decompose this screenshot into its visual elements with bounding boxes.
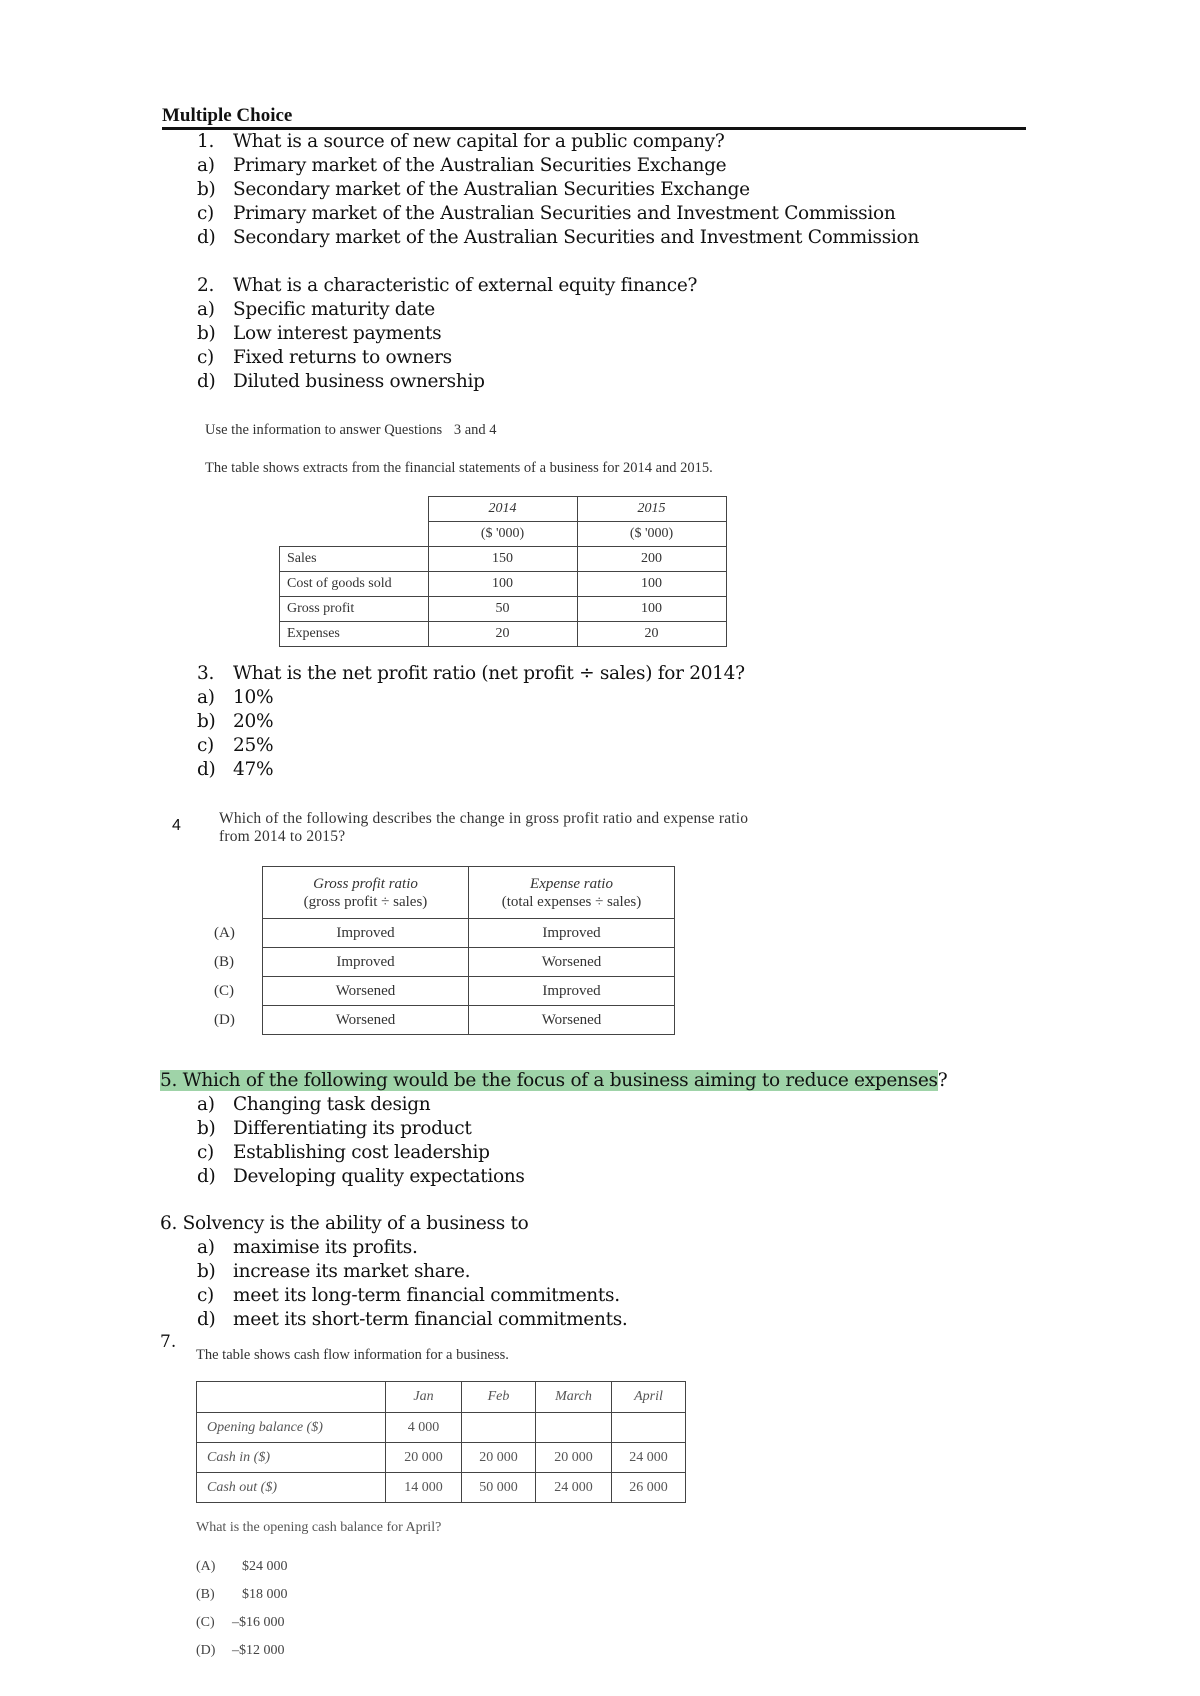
table-row — [280, 597, 727, 622]
month-header: April — [612, 1382, 686, 1413]
option-letter: d) — [197, 759, 216, 780]
option-5c — [197, 1141, 490, 1165]
question-3 — [197, 662, 745, 686]
info-intro-text: Use the information to answer Questions — [205, 422, 443, 438]
question-1 — [197, 130, 725, 154]
option-text: –$12 000 — [232, 1643, 285, 1658]
option-letter: a) — [197, 1237, 215, 1258]
option-text: Diluted business ownership — [233, 371, 485, 392]
row-label: Cost of goods sold — [280, 572, 429, 597]
table-row — [280, 622, 727, 647]
table-row — [197, 1413, 686, 1443]
option-letter: d) — [197, 1166, 216, 1187]
option-letter: b) — [197, 1118, 216, 1139]
cell-2015: 100 — [577, 597, 726, 622]
option-text: Primary market of the Australian Securities and Investment Commission — [233, 203, 896, 224]
table-row — [214, 977, 675, 1006]
option-text: maximise its profits. — [233, 1237, 418, 1258]
row-label: Expenses — [280, 622, 429, 647]
option-3c — [197, 734, 273, 758]
option-2d — [197, 370, 485, 394]
cell-april: 26 000 — [612, 1473, 686, 1503]
row-letter: (B) — [214, 953, 234, 970]
option-7a — [196, 1559, 288, 1575]
option-6b — [197, 1260, 470, 1284]
question-text-line: Which of the following describes the change in gross profit ratio and expense ratio — [219, 810, 749, 827]
cell-april — [612, 1413, 686, 1443]
option-7b — [196, 1587, 288, 1603]
option-text: Primary market of the Australian Securities Exchange — [233, 155, 727, 176]
cell-gross-profit: Worsened — [263, 977, 469, 1006]
cashflow-caption: The table shows cash flow information for a business. — [196, 1347, 509, 1363]
option-text: meet its short-term financial commitments. — [233, 1309, 628, 1330]
option-letter: d) — [197, 227, 216, 248]
option-7d — [196, 1643, 285, 1659]
empty-cell — [280, 522, 429, 547]
option-letter: (B) — [196, 1587, 215, 1602]
question-number: 3. — [197, 663, 215, 684]
option-1b — [197, 178, 750, 202]
option-letter: a) — [197, 155, 215, 176]
cell-march: 20 000 — [536, 1443, 612, 1473]
header-title: Gross profit ratio — [313, 875, 418, 892]
option-letter: c) — [197, 347, 214, 368]
question-number: 4 — [172, 817, 181, 834]
cell-gross-profit: Improved — [263, 948, 469, 977]
table-header: 2014 — [428, 497, 577, 522]
cell-2015: 20 — [577, 622, 726, 647]
table-header-expense — [469, 867, 675, 919]
option-letter: b) — [197, 711, 216, 732]
option-text: Fixed returns to owners — [233, 347, 452, 368]
empty-cell — [280, 497, 429, 522]
option-text: 47% — [233, 759, 274, 780]
empty-cell — [197, 1382, 386, 1413]
row-label: Sales — [280, 547, 429, 572]
table-unit: ($ '000) — [428, 522, 577, 547]
row-label: Opening balance ($) — [197, 1413, 386, 1443]
table-row — [214, 1006, 675, 1035]
option-text: Specific maturity date — [233, 299, 435, 320]
option-1c — [197, 202, 895, 226]
option-letter: c) — [197, 1285, 214, 1306]
option-5b — [197, 1117, 471, 1141]
option-text: increase its market share. — [233, 1261, 471, 1282]
option-text: Establishing cost leadership — [233, 1142, 490, 1163]
option-text: meet its long-term financial commitments. — [233, 1285, 620, 1306]
option-3a — [197, 686, 273, 710]
option-2b — [197, 322, 441, 346]
option-1d — [197, 226, 919, 250]
financial-table — [279, 496, 727, 647]
cashflow-question: What is the opening cash balance for April? — [196, 1520, 442, 1535]
option-3b — [197, 710, 273, 734]
table-header: 2015 — [577, 497, 726, 522]
cell-jan: 4 000 — [386, 1413, 462, 1443]
option-letter: (A) — [196, 1559, 216, 1574]
option-3d — [197, 758, 273, 782]
month-header: March — [536, 1382, 612, 1413]
header-sub: (total expenses ÷ sales) — [501, 893, 642, 910]
cell-2014: 20 — [428, 622, 577, 647]
option-1a — [197, 154, 726, 178]
question-text: What is a source of new capital for a public company? — [233, 131, 725, 152]
cell-2014: 150 — [428, 547, 577, 572]
option-5d — [197, 1165, 525, 1189]
cell-feb — [462, 1413, 536, 1443]
question-4-text — [219, 810, 748, 846]
question-text: What is the net profit ratio (net profit ÷ sales) for 2014? — [233, 663, 745, 684]
month-header: Jan — [386, 1382, 462, 1413]
month-header: Feb — [462, 1382, 536, 1413]
cell-march: 24 000 — [536, 1473, 612, 1503]
table-row — [280, 547, 727, 572]
info-intro-questions: 3 and 4 — [453, 422, 497, 438]
cell-jan: 20 000 — [386, 1443, 462, 1473]
option-text: Secondary market of the Australian Securities and Investment Commission — [233, 227, 919, 248]
cell-feb: 20 000 — [462, 1443, 536, 1473]
table-row — [280, 572, 727, 597]
option-text: Changing task design — [233, 1094, 431, 1115]
row-letter: (A) — [214, 924, 235, 941]
option-6d — [197, 1308, 627, 1332]
option-letter: d) — [197, 371, 216, 392]
cell-2014: 50 — [428, 597, 577, 622]
question-number: 2. — [197, 275, 215, 296]
option-5a — [197, 1093, 430, 1117]
info-caption: The table shows extracts from the financial statements of a business for 2014 and 2015. — [205, 460, 713, 476]
option-2a — [197, 298, 435, 322]
question-mark: ? — [937, 1070, 948, 1091]
cell-gross-profit: Worsened — [263, 1006, 469, 1035]
row-label: Cash in ($) — [197, 1443, 386, 1473]
option-2c — [197, 346, 452, 370]
table-header-gross-profit — [263, 867, 469, 919]
cell-expense: Improved — [469, 977, 675, 1006]
option-letter: d) — [197, 1309, 216, 1330]
table-row — [197, 1473, 686, 1503]
table-row — [214, 919, 675, 948]
ratio-table — [214, 866, 675, 1035]
option-text: 25% — [233, 735, 274, 756]
info-intro — [205, 422, 497, 439]
option-text: Secondary market of the Australian Securities Exchange — [233, 179, 750, 200]
option-text: Developing quality expectations — [233, 1166, 525, 1187]
option-letter: a) — [197, 687, 215, 708]
question-5 — [160, 1069, 947, 1093]
empty-cell — [214, 867, 263, 919]
question-text: What is a characteristic of external equity finance? — [233, 275, 698, 296]
option-letter: c) — [197, 735, 214, 756]
page-heading: Multiple Choice — [162, 106, 1026, 130]
question-2 — [197, 274, 697, 298]
cell-expense: Worsened — [469, 948, 675, 977]
cell-gross-profit: Improved — [263, 919, 469, 948]
table-unit: ($ '000) — [577, 522, 726, 547]
cashflow-table — [196, 1381, 686, 1503]
row-label: Cash out ($) — [197, 1473, 386, 1503]
row-label: Gross profit — [280, 597, 429, 622]
cell-expense: Improved — [469, 919, 675, 948]
row-letter: (D) — [214, 1011, 235, 1028]
option-6a — [197, 1236, 418, 1260]
cell-2015: 100 — [577, 572, 726, 597]
row-letter: (C) — [214, 982, 234, 999]
cell-april: 24 000 — [612, 1443, 686, 1473]
option-letter: b) — [197, 179, 216, 200]
cell-jan: 14 000 — [386, 1473, 462, 1503]
option-letter: c) — [197, 203, 214, 224]
question-number: 7. — [160, 1332, 177, 1352]
header-sub: (gross profit ÷ sales) — [303, 893, 428, 910]
option-letter: b) — [197, 323, 216, 344]
table-row — [197, 1443, 686, 1473]
option-text: 20% — [233, 711, 274, 732]
question-number: 1. — [197, 131, 215, 152]
cell-feb: 50 000 — [462, 1473, 536, 1503]
option-letter: (C) — [196, 1615, 215, 1630]
cell-2014: 100 — [428, 572, 577, 597]
question-6: 6. Solvency is the ability of a business to — [160, 1213, 529, 1234]
option-text: Differentiating its product — [233, 1118, 472, 1139]
cell-2015: 200 — [577, 547, 726, 572]
option-letter: c) — [197, 1142, 214, 1163]
option-text: $18 000 — [242, 1587, 288, 1602]
cell-march — [536, 1413, 612, 1443]
cell-expense: Worsened — [469, 1006, 675, 1035]
option-letter: a) — [197, 299, 215, 320]
option-text: Low interest payments — [233, 323, 442, 344]
option-7c — [196, 1615, 285, 1631]
table-row — [214, 948, 675, 977]
option-text: –$16 000 — [232, 1615, 285, 1630]
option-6c — [197, 1284, 620, 1308]
header-title: Expense ratio — [530, 875, 613, 892]
option-letter: (D) — [196, 1643, 216, 1658]
option-text: $24 000 — [242, 1559, 288, 1574]
option-text: 10% — [233, 687, 274, 708]
option-letter: b) — [197, 1261, 216, 1282]
option-letter: a) — [197, 1094, 215, 1115]
question-text-line: from 2014 to 2015? — [219, 828, 346, 845]
highlighted-question-text: 5. Which of the following would be the focus of a business aiming to reduce expenses — [160, 1070, 938, 1091]
